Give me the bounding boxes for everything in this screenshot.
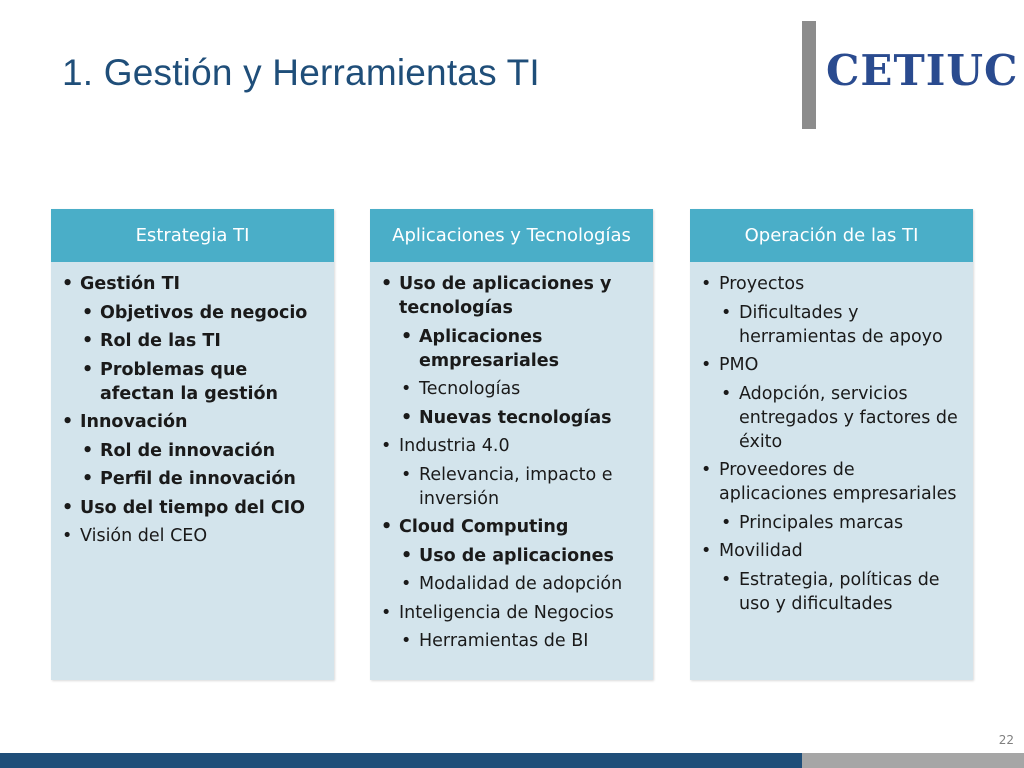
- bullet-text: Gestión TI: [80, 274, 181, 294]
- bullet-text: Inteligencia de Negocios: [399, 602, 614, 623]
- sub-bullet-list: [699, 511, 965, 535]
- sub-bullet-text: Uso de aplicaciones: [419, 545, 614, 566]
- sub-bullet-list: [699, 382, 965, 454]
- sub-bullet-item: [399, 406, 645, 430]
- bullet-text: Industria 4.0: [399, 436, 510, 456]
- bullet-item: [379, 515, 645, 539]
- bullet-item: [379, 272, 645, 320]
- column-header: Operación de las TI: [690, 209, 973, 262]
- sub-bullet-list: [379, 629, 645, 653]
- column-item-list: [370, 262, 653, 653]
- bullet-item: [60, 272, 326, 296]
- bullet-item: [60, 524, 326, 548]
- sub-bullet-item: [719, 382, 965, 454]
- sub-bullet-text: Relevancia, impacto e inversión: [419, 464, 613, 509]
- column-item-list: [51, 262, 334, 548]
- sub-bullet-item: [399, 325, 645, 373]
- sub-bullet-list: [60, 301, 326, 406]
- sub-bullet-list: [379, 544, 645, 597]
- sub-bullet-text: Rol de innovación: [100, 440, 276, 461]
- sub-bullet-item: [719, 568, 965, 616]
- bullet-text: PMO: [719, 355, 759, 375]
- sub-bullet-item: [399, 629, 645, 653]
- sub-bullet-item: [399, 544, 645, 568]
- sub-bullet-list: [379, 463, 645, 511]
- bullet-text: Uso del tiempo del CIO: [80, 497, 306, 518]
- bullet-item: [699, 539, 965, 563]
- sub-bullet-text: Herramientas de BI: [419, 631, 589, 651]
- footer-bar-blue: [0, 753, 802, 768]
- sub-bullet-item: [80, 467, 326, 491]
- sub-bullet-text: Adopción, servicios entregados y factores de éxito: [739, 383, 958, 452]
- slide-title: 1. Gestión y Herramientas TI: [62, 52, 540, 93]
- footer-bar-gray: [802, 753, 1024, 768]
- sub-bullet-text: Aplicaciones empresariales: [419, 326, 560, 371]
- sub-bullet-item: [80, 358, 326, 406]
- bullet-item: [699, 272, 965, 296]
- column-item-list: [690, 262, 973, 616]
- bullet-text: Movilidad: [719, 541, 803, 561]
- sub-bullet-item: [719, 301, 965, 349]
- sub-bullet-text: Principales marcas: [739, 512, 904, 533]
- page-number: 22: [998, 733, 1014, 747]
- bullet-text: Proveedores de aplicaciones empresariales: [719, 460, 957, 504]
- column-operacion-ti: [690, 209, 973, 680]
- sub-bullet-text: Perfil de innovación: [100, 469, 296, 489]
- sub-bullet-item: [80, 301, 326, 325]
- bullet-text: Visión del CEO: [80, 526, 208, 546]
- sub-bullet-list: [699, 301, 965, 349]
- sub-bullet-text: Estrategia, políticas de uso y dificultades: [739, 569, 940, 614]
- sub-bullet-item: [719, 511, 965, 535]
- sub-bullet-list: [379, 325, 645, 430]
- column-aplicaciones-tecnologias: [370, 209, 653, 680]
- bullet-item: [60, 410, 326, 434]
- column-header: Aplicaciones y Tecnologías: [370, 209, 653, 262]
- sub-bullet-item: [80, 329, 326, 353]
- sub-bullet-list: [699, 568, 965, 616]
- bullet-text: Proyectos: [719, 274, 805, 294]
- sub-bullet-item: [80, 439, 326, 463]
- logo-divider-bar: [802, 21, 816, 129]
- sub-bullet-text: Tecnologías: [419, 379, 521, 399]
- sub-bullet-item: [399, 572, 645, 596]
- bullet-item: [699, 458, 965, 506]
- bullet-text: Innovación: [80, 412, 188, 432]
- bullet-item: [379, 601, 645, 625]
- bullet-text: Uso de aplicaciones y tecnologías: [399, 274, 612, 318]
- sub-bullet-item: [399, 463, 645, 511]
- sub-bullet-item: [399, 377, 645, 401]
- sub-bullet-text: Objetivos de negocio: [100, 302, 308, 323]
- sub-bullet-text: Nuevas tecnologías: [419, 407, 612, 428]
- sub-bullet-list: [60, 439, 326, 492]
- column-header: Estrategia TI: [51, 209, 334, 262]
- sub-bullet-text: Dificultades y herramientas de apoyo: [739, 302, 943, 347]
- bullet-item: [60, 496, 326, 520]
- sub-bullet-text: Rol de las TI: [100, 331, 221, 351]
- sub-bullet-text: Problemas que afectan la gestión: [100, 359, 278, 404]
- bullet-text: Cloud Computing: [399, 517, 569, 537]
- cetiuc-logo: CETIUC: [826, 46, 1019, 95]
- column-estrategia-ti: [51, 209, 334, 680]
- bullet-item: [699, 353, 965, 377]
- sub-bullet-text: Modalidad de adopción: [419, 574, 623, 594]
- bullet-item: [379, 434, 645, 458]
